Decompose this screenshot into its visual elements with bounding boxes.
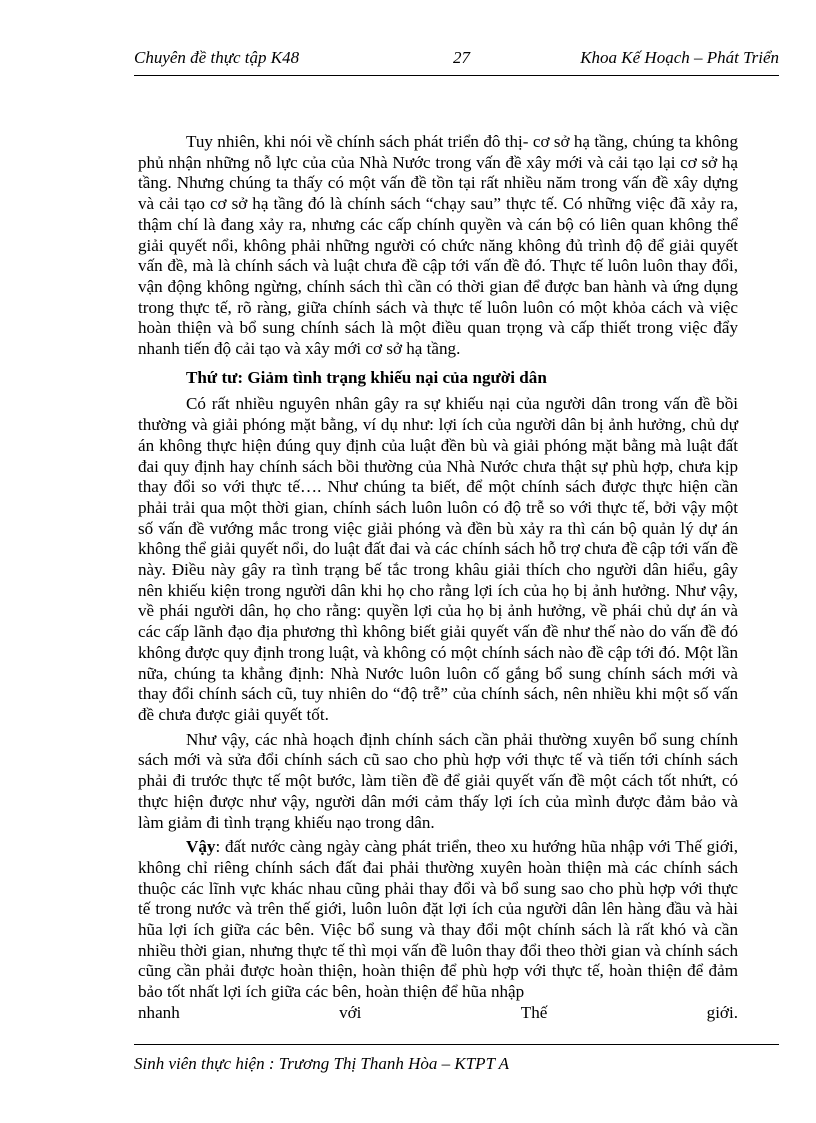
header-course-title: Chuyên đề thực tập K48 [134,48,300,67]
paragraph-1: Tuy nhiên, khi nói về chính sách phát triển đô thị- cơ sở hạ tầng, chúng ta không phủ nhận những nỗ lực của của Nhà Nước trong vấn đề xây mới và cải tạo lại cơ sở hạ tầng. Nhưng chúng ta thấy có một vấn đề tồn tại rất nhiều năm trong vấn đề xây dựng và cải tạo cơ sở hạ tầng đó là chính sách “chạy sau” thực tế. Có những việc đã xảy ra, thậm chí là đang xảy ra, nhưng các cấp chính quyền và cán bộ có liên quan không thể giải quyết nổi, không phải những người có chức năng không đủ trình độ để giải quyết vấn đề, mà là chính sách và luật chưa đề cập tới vấn đề đó. Thực tế luôn luôn thay đổi, vận động không ngừng, chính sách thì cần có thời gian để được ban hành và ứng dụng trong thực tế, rõ ràng, giữa chính sách và thực tế luôn luôn có một khỏa cách và việc hoàn thiện và bổ sung chính sách là một điều quan trọng và cấp thiết trong việc đẩy nhanh tiến độ cải tạo và xây mới cơ sở hạ tầng. [138,132,738,359]
last-line-word: Thế [520,1002,548,1022]
page-footer: Sinh viên thực hiện : Trương Thị Thanh Hòa – KTPT A [134,1054,510,1073]
page-number: 27 [453,48,470,67]
paragraph-4-lead: Vậy [186,837,216,857]
paragraph-2: Có rất nhiều nguyên nhân gây ra sự khiếu nại của người dân trong vấn đề bồi thường và giải phóng mặt bằng, ví dụ như: lợi ích của người dân bị ảnh hưởng, chủ dự án không thực hiện đúng quy định của luật đền bù và giải phóng mặt bằng mà luật đất đai quy định hay chính sách bồi thường của Nhà Nước chưa thật sự phù hợp, chưa kịp thay đổi so với thực tế…. Như chúng ta biết, để một chính sách được thực hiện cần phải trải qua một thời gian, chính sách luôn luôn có độ trễ so với thực tế, bởi vậy một số vấn đề vướng mắc trong việc giải phóng và đền bù xảy ra thì cán bộ quản lý dự án không thể giải quyết nổi, do luật đất đai và các chính sách hỗ trợ chưa đề cập tới vấn đề này. Điều này gây ra tình trạng bế tắc trong khâu giải thích cho người dân hiểu, gây nên khiếu kiện trong người dân khi họ cho rằng lợi ích của họ bị ảnh hưởng. Như vậy, về phái người dân, họ cho rằng: quyền lợi của họ bị ảnh hưởng, về phái chủ dự án và các cấp lãnh đạo địa phương thì không biết giải quyết vấn đề như thế nào do vấn đề đó không được quy định trong luật, và không có một chính sách nào đề cập tới đó. Một lần nữa, chúng ta khẳng định: Nhà Nước luôn luôn cố gắng bổ sung chính sách mới và thay đổi chính sách cũ, tuy nhiên do “độ trễ” của chính sách, nên nhiều khi một số vấn đề chưa được giải quyết tốt. [138,394,738,724]
paragraph-3: Như vậy, các nhà hoạch định chính sách cần phải thường xuyên bổ sung chính sách mới và sửa đổi chính sách cũ sao cho phù hợp với thực tế và tiến tới chính sách phải đi trước thực tế một bước, làm tiền đề để giải quyết vấn đề một cách tốt nhứt, có thực hiện được như vậy, người dân mới cảm thấy lợi ích của mình được đảm bảo và làm giảm đi tình trạng khiếu nạo trong dân. [138,729,738,832]
header-divider [134,75,779,76]
last-line-word: với [339,1002,362,1022]
paragraph-4-text: : đất nước càng ngày càng phát triển, theo xu hướng hũa nhập với Thế giới, không chỉ riêng chính sách đất đai phải thường xuyên hoàn thiện mà các chính sách thuộc các lĩnh vực khác nhau cũng phải thay đổi và bổ sung sao cho phù hợp với thực tế trong nước và trên thế giới, luôn luôn đặt lợi ích của người dân lên hàng đầu và hài hũa lợi ích giữa các bên. Việc bổ sung và thay đổi một chính sách là rất khó và cần nhiều thời gian, nhưng thực tế thì mọi vấn đề luôn thay đổi theo thời gian và chính sách cũng cần phải được hoàn thiện, hoàn thiện để phù hợp với thực tế, hoàn thiện để đảm bảo tốt nhất lợi ích giữa các bên, hoàn thiện để hũa nhập [138,837,738,1002]
paragraph-4-last-line [138,1003,738,1024]
last-line-word: giới. [706,1002,738,1022]
document-body [138,132,738,1024]
header-faculty: Khoa Kế Hoạch – Phát Triển [580,48,779,67]
footer-divider [134,1044,779,1045]
page-header [134,48,779,74]
section-heading: Thứ tư: Giảm tình trạng khiếu nại của người dân [186,367,547,387]
last-line-word: nhanh [138,1002,180,1022]
paragraph-4 [138,837,738,1003]
